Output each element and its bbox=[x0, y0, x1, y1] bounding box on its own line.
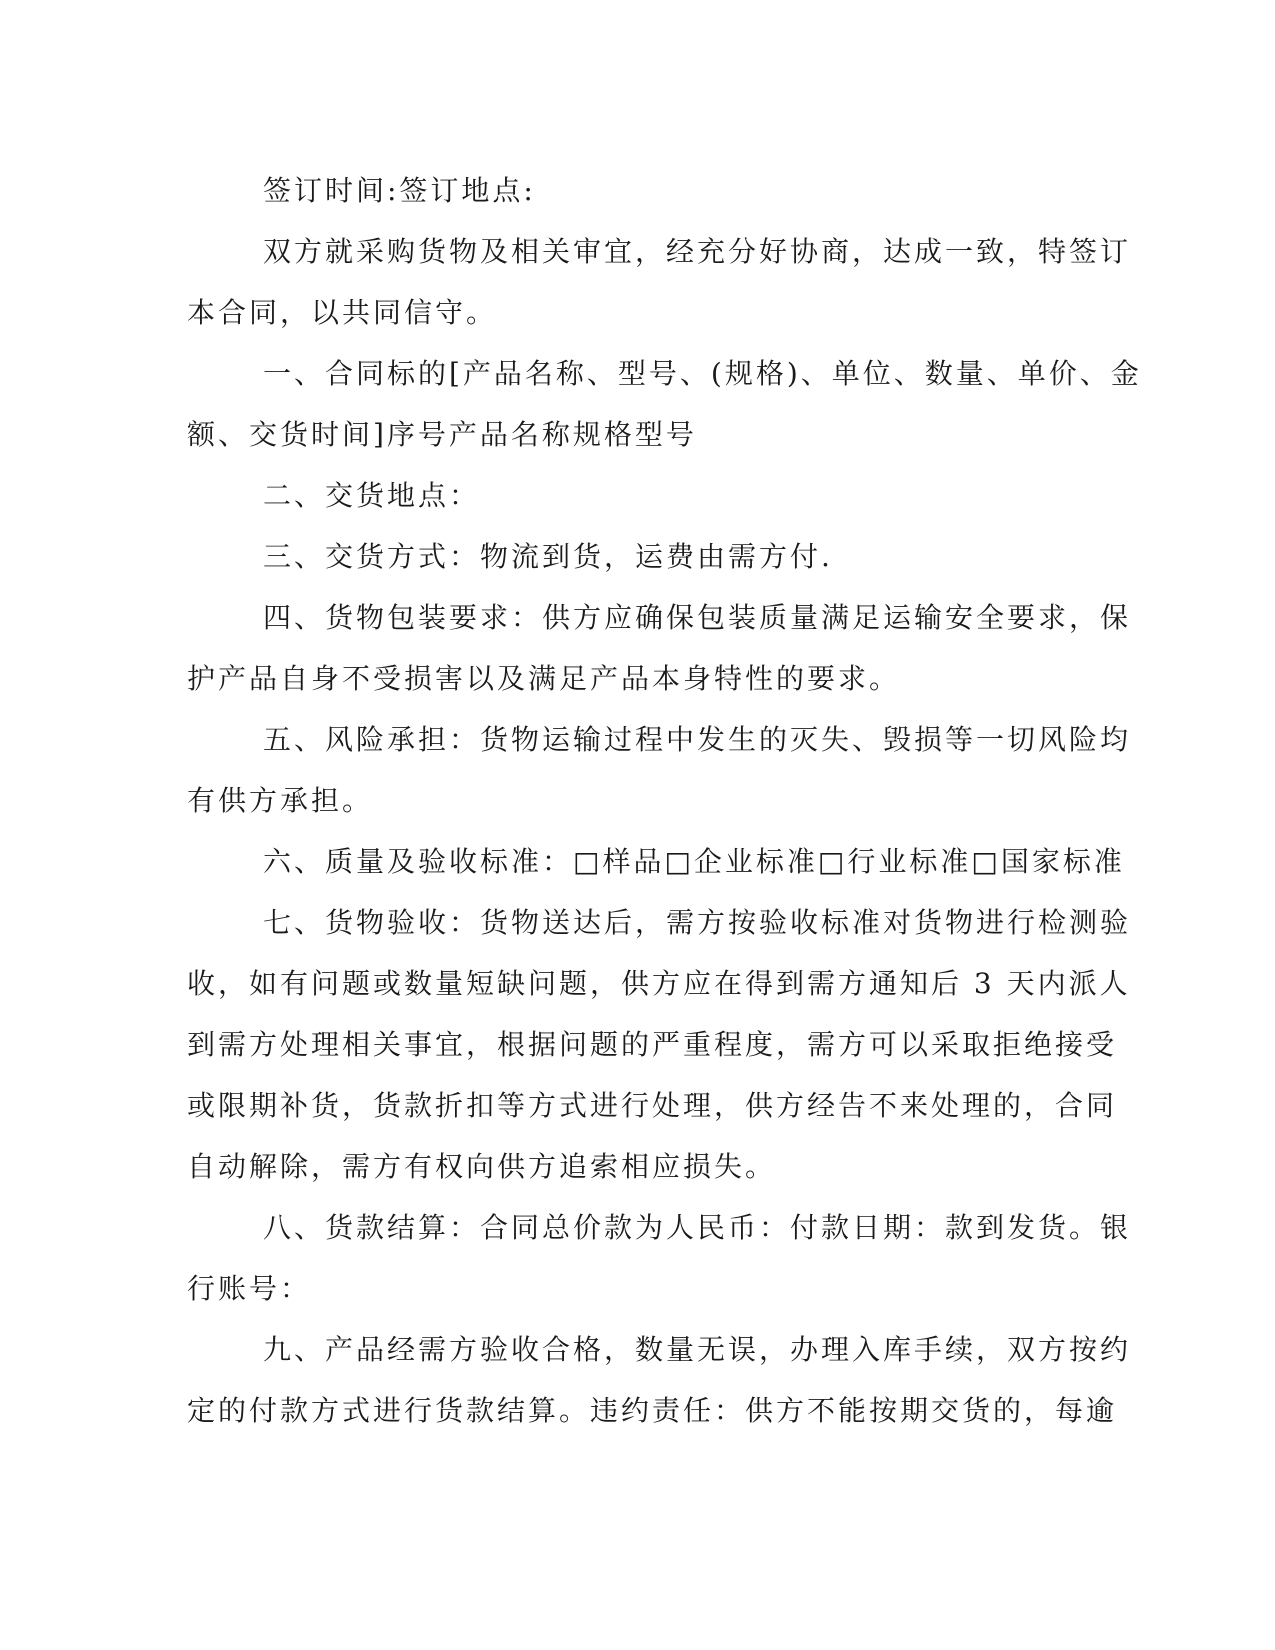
paragraph-line: 护产品自身不受损害以及满足产品本身特性的要求。 bbox=[187, 662, 901, 695]
paragraph-line: 六、质量及验收标准：□样品□企业标准□行业标准□国家标准 bbox=[263, 845, 1125, 878]
paragraph-line: 本合同，以共同信守。 bbox=[187, 296, 498, 329]
clause-9-settlement bbox=[187, 1319, 1132, 1441]
clause-1-subject bbox=[187, 343, 1142, 465]
paragraph-line: 二、交货地点： bbox=[263, 479, 481, 512]
paragraph-line: 一、合同标的[产品名称、型号、(规格)、单位、数量、单价、金 bbox=[263, 357, 1142, 390]
document-body bbox=[187, 160, 1142, 1441]
clause-6-quality-standard bbox=[187, 831, 1125, 892]
paragraph-line: 八、货款结算：合同总价款为人民币：付款日期：款到发货。银 bbox=[263, 1211, 1132, 1244]
paragraph-line: 签订时间:签订地点: bbox=[263, 174, 536, 207]
clause-4-packaging bbox=[187, 587, 1132, 709]
clause-8-payment bbox=[187, 1197, 1132, 1319]
clause-2-delivery-place bbox=[187, 465, 1067, 526]
paragraph-line: 到需方处理相关事宜，根据问题的严重程度，需方可以采取拒绝接受 bbox=[187, 1028, 1118, 1061]
signing-time-place bbox=[187, 160, 1067, 221]
paragraph-line: 行账号： bbox=[187, 1272, 312, 1305]
preamble-paragraph bbox=[187, 221, 1132, 343]
paragraph-line: 有供方承担。 bbox=[187, 784, 374, 817]
paragraph-line: 自动解除，需方有权向供方追索相应损失。 bbox=[187, 1150, 777, 1183]
paragraph-line: 七、货物验收：货物送达后，需方按验收标准对货物进行检测验 bbox=[263, 906, 1132, 939]
paragraph-line: 收，如有问题或数量短缺问题，供方应在得到需方通知后 3 天内派人 bbox=[187, 967, 1131, 1000]
paragraph-line: 定的付款方式进行货款结算。违约责任：供方不能按期交货的，每逾 bbox=[187, 1394, 1118, 1427]
clause-7-acceptance bbox=[187, 892, 1132, 1197]
clause-3-delivery-method bbox=[187, 526, 1067, 587]
paragraph-line: 额、交货时间]序号产品名称规格型号 bbox=[187, 418, 697, 451]
paragraph-line: 九、产品经需方验收合格，数量无误，办理入库手续，双方按约 bbox=[263, 1333, 1132, 1366]
paragraph-line: 或限期补货，货款折扣等方式进行处理，供方经告不来处理的，合同 bbox=[187, 1089, 1118, 1122]
paragraph-line: 双方就采购货物及相关审宜，经充分好协商，达成一致，特签订 bbox=[263, 235, 1132, 268]
clause-5-risk bbox=[187, 709, 1132, 831]
paragraph-line: 三、交货方式：物流到货，运费由需方付. bbox=[263, 540, 833, 573]
paragraph-line: 五、风险承担：货物运输过程中发生的灭失、毁损等一切风险均 bbox=[263, 723, 1132, 756]
paragraph-line: 四、货物包装要求：供方应确保包装质量满足运输安全要求，保 bbox=[263, 601, 1132, 634]
